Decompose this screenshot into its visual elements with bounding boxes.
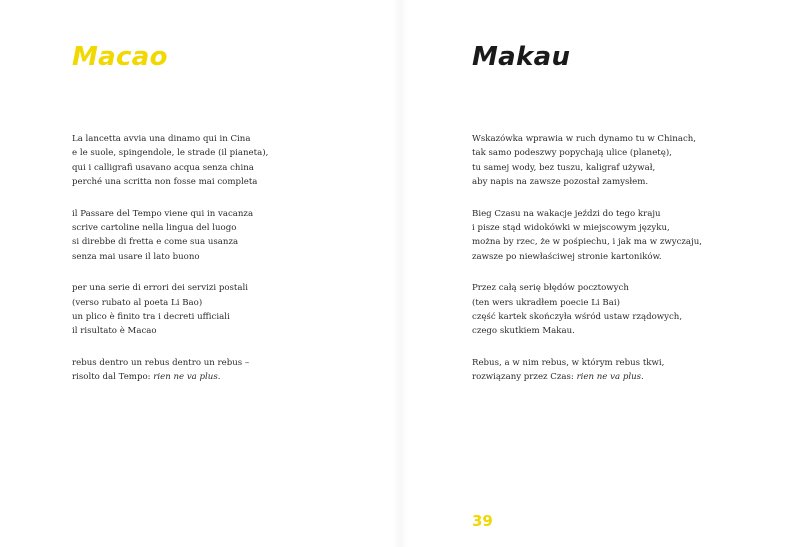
poem-line: scrive cartoline nella lingua del luogo: [72, 222, 237, 233]
right-page: [400, 0, 800, 547]
poem-stanza-final: [472, 356, 782, 385]
polish-poem: [472, 132, 782, 401]
poem-line: il risultato è Macao: [72, 326, 157, 337]
poem-stanza: [72, 281, 382, 339]
left-page-title: Macao: [72, 42, 168, 72]
poem-line: per una serie di errori dei servizi postali: [72, 283, 249, 294]
poem-line: tu samej wody, bez tuszu, kaligraf używał,: [472, 162, 656, 173]
italic-phrase: rien ne va plus: [576, 372, 642, 383]
poem-line: senza mai usare il lato buono: [72, 251, 200, 262]
poem-line: część kartek skończyła wśród ustaw rządowych,: [472, 311, 683, 322]
poem-line: i pisze stąd widokówki w miejscowym języku,: [472, 222, 670, 233]
poem-stanza: [72, 207, 382, 265]
poem-line: zawsze po niewłaściwej stronie kartoników.: [472, 251, 662, 262]
poem-line: e le suole, spingendole, le strade (il pianeta),: [72, 148, 269, 159]
poem-line: można by rzec, że w pośpiechu, i jak ma w zwyczaju,: [472, 237, 702, 248]
poem-stanza: [472, 207, 782, 265]
poem-line: un plico è finito tra i decreti ufficiali: [72, 311, 230, 322]
poem-line: il Passare del Tempo viene qui in vacanza: [72, 208, 254, 219]
poem-line-punctuation: .: [217, 372, 221, 383]
poem-stanza: [472, 132, 782, 190]
poem-line: (ten wers ukradłem poecie Li Bai): [472, 297, 620, 308]
poem-line: La lancetta avvia una dinamo qui in Cina: [72, 134, 251, 144]
poem-line-text: risolto dal Tempo:: [72, 372, 154, 383]
poem-line: czego skutkiem Makau.: [472, 326, 575, 337]
poem-line: [472, 370, 782, 384]
poem-line: aby napis na zawsze pozostał zamysłem.: [472, 177, 649, 188]
poem-line: tak samo podeszwy popychają ulice (planetę),: [472, 148, 672, 159]
poem-line: Przez całą serię błędów pocztowych: [472, 283, 629, 294]
right-page-title: Makau: [472, 42, 571, 72]
poem-line: [72, 370, 382, 384]
poem-line-punctuation: .: [641, 372, 644, 383]
italian-poem: [72, 132, 382, 401]
poem-line: Rebus, a w nim rebus, w którym rebus tkwi,: [472, 357, 665, 368]
poem-line: perché una scritta non fosse mai completa: [72, 177, 258, 188]
poem-line-text: rozwiązany przez Czas:: [472, 372, 577, 383]
poem-line: si direbbe di fretta e come sua usanza: [72, 237, 239, 248]
poem-stanza: [472, 281, 782, 339]
poem-line: Wskazówka wprawia w ruch dynamo tu w Chinach,: [472, 134, 697, 144]
italic-phrase: rien ne va plus: [153, 372, 218, 383]
poem-line: Bieg Czasu na wakacje jeździ do tego kraju: [472, 208, 661, 219]
page-number: 39: [472, 512, 493, 530]
poem-line: qui i calligrafi usavano acqua senza china: [72, 162, 254, 173]
poem-line: (verso rubato al poeta Li Bao): [72, 297, 203, 308]
poem-stanza-final: [72, 356, 382, 385]
poem-stanza: [72, 132, 382, 190]
poem-line: rebus dentro un rebus dentro un rebus –: [72, 357, 250, 368]
